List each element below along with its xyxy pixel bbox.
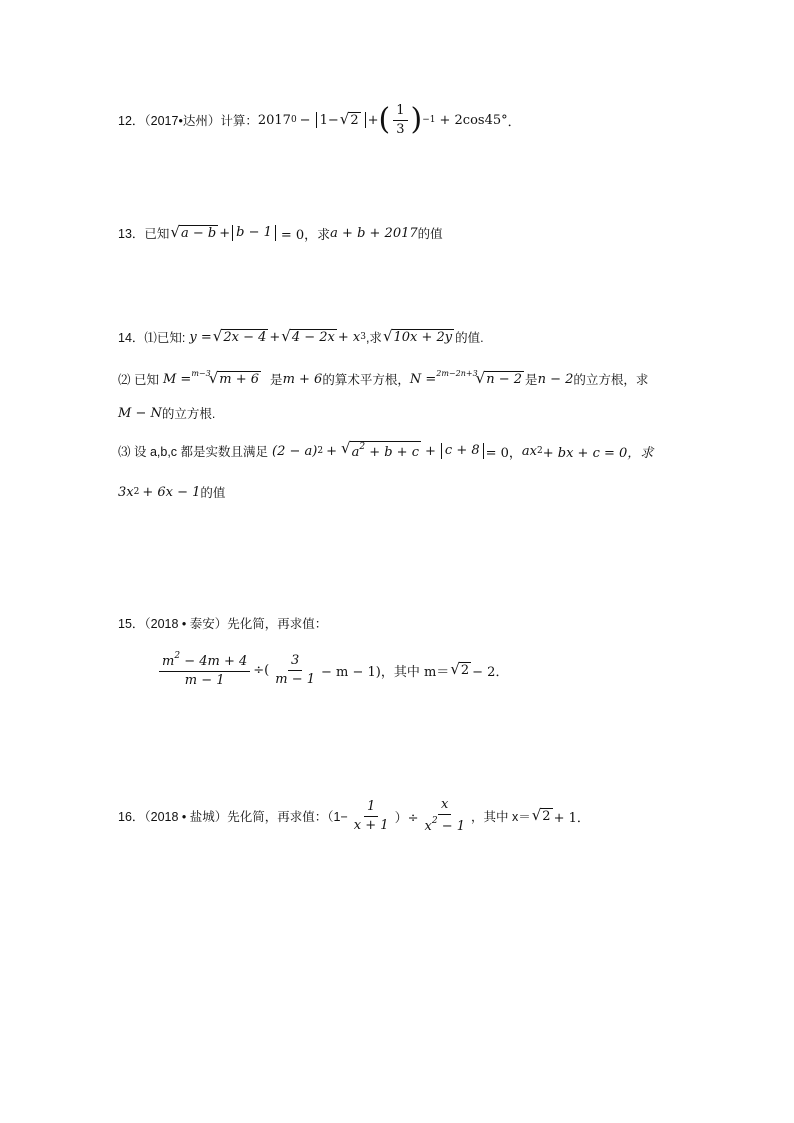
question-15-expression: $\frac{m^2 - 4m + 4}{m - 1}$ ÷( $\frac{3}{m - 1}$ − m − 1)，其中 m＝ √ 2 − 2． [156,648,508,692]
q14-sqrt-4: √ $a^2 + b + c$ [341,439,419,461]
question-14-part-3: ⑶ 设 a,b,c 都是实数且满足 (2 − a) 2 + √ $a^2 + b + c$ + c + 8 = 0， ax 2 + bx + c = 0，求 [118,439,654,461]
q13-sqrt: √ a − b [170,222,217,241]
q16-sqrt: √ 2 [531,805,551,824]
q12-label: 12．（2017•达州）计算： [118,114,258,128]
q15-sqrt: √ 2 [450,659,470,678]
q14-sqrt-1: √ 2x − 4 [212,326,267,345]
q16-fraction-2: $\frac{x}{x^2 - 1}$ [424,797,465,834]
question-14-part-1: 14．⑴已知: y = √ 2x − 4 + √ 4 − 2x + x 3 ,求 √ 10x + 2y 的值. [118,326,484,345]
q14-sqrt-3: √ 10x + 2y [382,326,453,345]
q14-abs: c + 8 [441,443,484,459]
q15-fraction-1: $\frac{m^2 - 4m + 4}{m - 1}$ [159,651,250,688]
question-13: 13．已知 √ a − b + b − 1 = 0，求 a + b + 2017 的值 [118,222,443,243]
question-14-part-2-line-2: M − N 的立方根. [118,405,216,421]
question-14-part-3-line-2: 3x 2 + 6x − 1 的值 [118,484,226,500]
question-15-label: 15．（2018 • 泰安）先化简，再求值： [118,617,328,631]
q12-fraction: $\frac{1}{3}$ [393,103,407,137]
q14-label: 14．⑴已知: [118,331,186,345]
question-14-part-2: ⑵ 已知 M = m−3 √ m + 6 是 m + 6 的算术平方根， N = 2m−2n+3 √ n − 2 是 n − 2 的立方根，求 [118,368,649,387]
q12-year: 2017 [257,112,291,128]
q16-fraction-1: $\frac{1}{x + 1}$ [353,798,389,833]
q14-root-M: √ m + 6 [208,368,260,387]
q13-label: 13．已知 [118,227,170,241]
question-12: 12．（2017•达州）计算： 2017 0 − 1− √ 2 + ( $\frac{1}{3}$ ) −1 + 2cos45° ． [118,102,521,137]
q13-abs: b − 1 [232,225,276,241]
q12-abs: 1− √ 2 [316,112,366,129]
q14-root-N: √ n − 2 [475,368,523,387]
q14-sqrt-2: √ 4 − 2x [281,326,335,345]
q15-fraction-2: $\frac{3}{m - 1}$ [275,652,315,687]
question-16: 16．（2018 • 盐城）先化简，再求值：（1− $\frac{1}{x + 1}$ ）÷ $\frac{x}{x^2 - 1}$ ，其中 x＝ √ 2 + 1． [118,797,590,834]
q12-sqrt: √ 2 [339,109,359,128]
